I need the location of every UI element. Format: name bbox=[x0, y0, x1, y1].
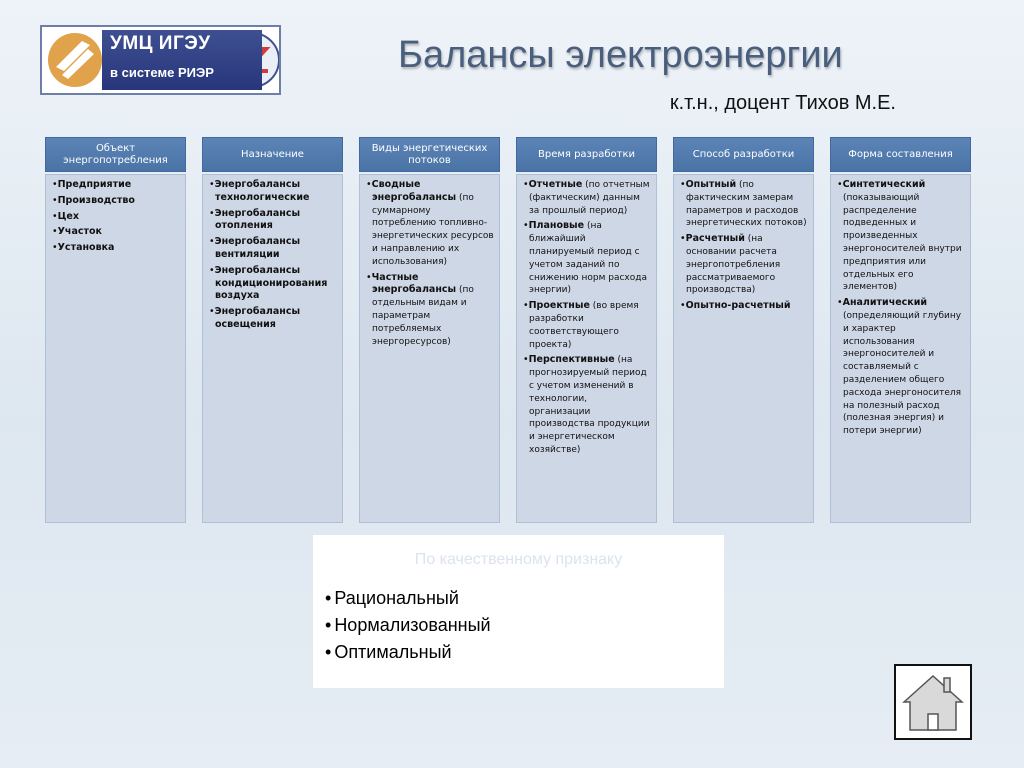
list-item: •Энергобалансы кондиционирования воздуха bbox=[209, 264, 328, 302]
home-icon bbox=[896, 666, 970, 738]
list-item: •Участок bbox=[52, 226, 102, 238]
item-name: Аналитический bbox=[842, 297, 928, 309]
item-name: Энергобалансы отопления bbox=[214, 207, 301, 232]
column-1 bbox=[45, 137, 186, 523]
item-description: (на прогнозируемый период с учетом изменений в технологии, организации производства продукции и энергетическом хозяйстве) bbox=[529, 355, 650, 455]
item-description: (по отчетным (фактическим) данным за прошлый период) bbox=[529, 180, 650, 216]
author-subtitle: к.т.н., доцент Тихов М.Е. bbox=[669, 92, 896, 114]
column-body bbox=[830, 174, 971, 523]
quality-item: • Рациональный bbox=[325, 585, 724, 612]
item-name: Плановые bbox=[528, 220, 585, 232]
list-item: •Перспективные (на прогнозируемый период с учетом изменений в технологии, организации производства продукции и энергетическом хозяйстве) bbox=[523, 354, 650, 455]
item-description: (показывающий распределение подведенных и произведенных энергоносителей внутри предприятия или отдельных его элементов) bbox=[843, 192, 962, 293]
quality-item: • Оптимальный bbox=[325, 639, 724, 666]
item-name: Производство bbox=[57, 194, 135, 206]
quality-list bbox=[313, 585, 724, 666]
item-name: Установка bbox=[57, 242, 115, 254]
list-item: •Отчетные (по отчетным (фактическим) данным за прошлый период) bbox=[523, 179, 650, 216]
list-item: •Аналитический (определяющий глубину и характер использования энергоносителей и составляемый с разделением общего расхода энергоносителя на полезный расход (полезная энергия) и потери энергии) bbox=[837, 297, 962, 437]
list-item: •Опытный (по фактическим замерам параметров и расходов энергетических потоков) bbox=[680, 179, 807, 229]
list-item: •Предприятие bbox=[52, 179, 132, 190]
column-header: Виды энергетических потоков bbox=[359, 137, 500, 172]
item-description: (на ближайший планируемый период с учетом заданий по снижению норм расхода энергии) bbox=[529, 221, 647, 296]
item-name: Синтетический bbox=[842, 179, 926, 190]
column-2 bbox=[202, 137, 343, 523]
item-name: Расчетный bbox=[685, 233, 745, 245]
logo bbox=[40, 25, 281, 95]
list-item: •Энергобалансы вентиляции bbox=[209, 236, 301, 260]
item-name: Перспективные bbox=[528, 354, 615, 366]
list-item: •Цех bbox=[52, 210, 79, 222]
page-title: Балансы электроэнергии bbox=[398, 34, 843, 76]
column-header: Объект энергопотребления bbox=[45, 137, 186, 172]
column-header: Время разработки bbox=[516, 137, 657, 172]
item-name: Участок bbox=[57, 226, 102, 238]
item-name: Предприятие bbox=[57, 179, 132, 190]
list-item: •Опытно-расчетный bbox=[680, 300, 791, 312]
item-name: Энергобалансы вентиляции bbox=[214, 236, 301, 260]
column-5 bbox=[673, 137, 814, 523]
list-item: •Расчетный (на основании расчета энергопотребления рассматриваемого производства) bbox=[680, 233, 781, 296]
column-header: Способ разработки bbox=[673, 137, 814, 172]
item-description: (во время разработки соответствующего проекта) bbox=[529, 301, 639, 350]
item-name: Цех bbox=[57, 210, 79, 222]
list-item: •Плановые (на ближайший планируемый период с учетом заданий по снижению норм расхода энергии) bbox=[523, 220, 647, 296]
column-4 bbox=[516, 137, 657, 523]
quality-box bbox=[313, 535, 724, 688]
column-body bbox=[673, 174, 814, 523]
logo-line-1: УМЦ ИГЭУ bbox=[110, 33, 211, 54]
list-item: •Энергобалансы отопления bbox=[209, 207, 301, 232]
column-body bbox=[359, 174, 500, 523]
list-item: •Сводные энергобалансы (по суммарному потреблению топливно-энергетических ресурсов и направлению их использования) bbox=[366, 179, 494, 267]
item-description: (по фактическим замерам параметров и расходов энергетических потоков) bbox=[686, 180, 807, 229]
item-name: Отчетные bbox=[528, 179, 583, 190]
column-body bbox=[202, 174, 343, 523]
column-6 bbox=[830, 137, 971, 523]
item-name: Проектные bbox=[528, 300, 590, 312]
list-item: •Синтетический (показывающий распределение подведенных и произведенных энергоносителей внутри предприятия или отдельных его элементов) bbox=[837, 179, 962, 293]
column-body bbox=[45, 174, 186, 523]
item-name: Энергобалансы освещения bbox=[214, 306, 301, 330]
item-description: (по отдельным видам и параметрам потребляемых энергоресурсов) bbox=[372, 285, 474, 347]
column-header: Назначение bbox=[202, 137, 343, 172]
item-description: (по суммарному потреблению топливно-энергетических ресурсов и направлению их использования) bbox=[372, 192, 494, 267]
home-button[interactable] bbox=[894, 664, 972, 740]
list-item: •Проектные (во время разработки соответствующего проекта) bbox=[523, 300, 639, 350]
item-description: (на основании расчета энергопотребления рассматриваемого производства) bbox=[686, 234, 781, 296]
list-item: •Энергобалансы освещения bbox=[209, 306, 301, 330]
quality-item: • Нормализованный bbox=[325, 612, 724, 639]
logo-line-2: в системе РИЭР bbox=[110, 65, 214, 80]
list-item: •Частные энергобалансы (по отдельным видам и параметрам потребляемых энергоресурсов) bbox=[366, 271, 474, 347]
item-name: Опытно-расчетный bbox=[685, 300, 791, 312]
column-body bbox=[516, 174, 657, 523]
item-name: Частные энергобалансы bbox=[371, 271, 457, 296]
item-name: Опытный bbox=[685, 179, 737, 190]
item-name: Энергобалансы кондиционирования воздуха bbox=[214, 264, 328, 302]
quality-header: По качественному признаку bbox=[414, 551, 623, 568]
item-name: Сводные энергобалансы bbox=[371, 179, 457, 203]
list-item: •Установка bbox=[52, 242, 115, 254]
item-name: Энергобалансы технологические bbox=[214, 179, 310, 203]
list-item: •Производство bbox=[52, 194, 135, 206]
list-item: •Энергобалансы технологические bbox=[209, 179, 310, 203]
item-description: (определяющий глубину и характер использования энергоносителей и составляемый с разделением общего расхода энергоносителя на полезный расход (полезная энергия) и потери энергии) bbox=[843, 310, 962, 437]
column-header: Форма составления bbox=[830, 137, 971, 172]
column-3 bbox=[359, 137, 500, 523]
